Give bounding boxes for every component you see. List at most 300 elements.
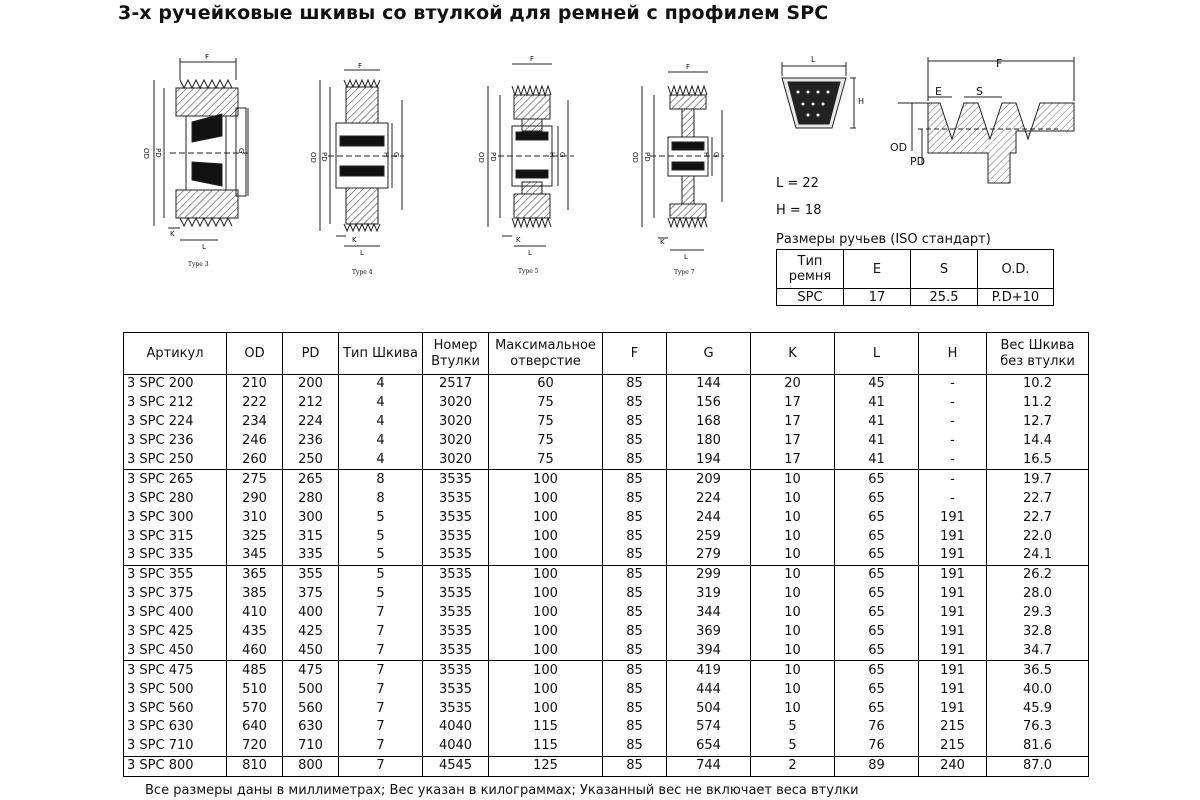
table-cell: 3535 <box>423 470 489 489</box>
table-cell: 444 <box>667 680 751 699</box>
table-cell: 375 <box>283 585 339 604</box>
table-cell: 290 <box>227 489 283 508</box>
table-row <box>124 623 1089 642</box>
table-cell: 168 <box>667 413 751 432</box>
table-cell: 3 SPC 250 <box>124 451 227 470</box>
table-cell: 11.2 <box>987 394 1089 413</box>
table-cell: 76.3 <box>987 718 1089 737</box>
table-cell: 3 SPC 224 <box>124 413 227 432</box>
dim-f: F <box>686 63 691 71</box>
groove-header-cell: O.D. <box>978 250 1054 289</box>
table-cell: 100 <box>489 661 603 680</box>
table-cell: 65 <box>835 699 919 718</box>
table-cell: 450 <box>283 641 339 660</box>
table-cell: 3 SPC 212 <box>124 394 227 413</box>
dim-od: OD <box>309 152 317 163</box>
table-cell: 7 <box>339 737 423 756</box>
pulley-type7-drawing <box>624 50 734 280</box>
table-cell: 4 <box>339 432 423 451</box>
table-cell: 191 <box>919 623 987 642</box>
table-cell: 250 <box>283 451 339 470</box>
table-cell: 17 <box>751 394 835 413</box>
dim-l: L <box>360 249 364 257</box>
table-cell: 510 <box>227 680 283 699</box>
table-cell: 260 <box>227 451 283 470</box>
table-cell: 3535 <box>423 699 489 718</box>
table-cell: 85 <box>603 699 667 718</box>
table-cell: 65 <box>835 527 919 546</box>
dim-h: H <box>858 97 865 106</box>
table-cell: 475 <box>283 661 339 680</box>
table-cell: 85 <box>603 661 667 680</box>
groove-cell: P.D+10 <box>978 289 1054 306</box>
table-cell: 8 <box>339 470 423 489</box>
table-cell: 85 <box>603 489 667 508</box>
dim-h: H <box>548 152 556 158</box>
table-cell: - <box>919 413 987 432</box>
table-cell: 3535 <box>423 508 489 527</box>
table-header-cell: G <box>667 333 751 375</box>
table-cell: 3535 <box>423 623 489 642</box>
table-cell: 800 <box>283 756 339 776</box>
table-cell: 87.0 <box>987 756 1089 776</box>
belt-h-value: H = 18 <box>776 203 822 218</box>
dim-l: L <box>684 253 688 261</box>
table-cell: 85 <box>603 432 667 451</box>
table-cell: 10 <box>751 585 835 604</box>
dim-l: L <box>202 243 206 251</box>
table-cell: 85 <box>603 413 667 432</box>
table-row <box>124 489 1089 508</box>
table-cell: 4 <box>339 394 423 413</box>
dim-od: OD <box>142 148 150 159</box>
table-row <box>124 470 1089 489</box>
table-cell: 224 <box>667 489 751 508</box>
type-caption: Type 3 <box>188 261 209 268</box>
table-cell: 10 <box>751 508 835 527</box>
dim-g: G <box>558 152 566 158</box>
table-header-cell: OD <box>227 333 283 375</box>
table-cell: 3 SPC 425 <box>124 623 227 642</box>
table-row <box>124 756 1089 776</box>
table-cell: 76 <box>835 718 919 737</box>
table-cell: 65 <box>835 508 919 527</box>
table-cell: 385 <box>227 585 283 604</box>
table-cell: 191 <box>919 680 987 699</box>
table-cell: 365 <box>227 565 283 584</box>
table-cell: 5 <box>339 527 423 546</box>
table-cell: 10.2 <box>987 375 1089 394</box>
dim-h: H <box>382 152 390 158</box>
table-cell: 85 <box>603 604 667 623</box>
table-cell: 3 SPC 400 <box>124 604 227 623</box>
table-cell: 65 <box>835 470 919 489</box>
table-cell: 210 <box>227 375 283 394</box>
table-row <box>124 394 1089 413</box>
dim-g: G <box>712 152 720 158</box>
table-cell: 194 <box>667 451 751 470</box>
table-cell: 17 <box>751 432 835 451</box>
table-cell: 100 <box>489 699 603 718</box>
pulley-type3-drawing <box>140 50 260 270</box>
table-cell: 720 <box>227 737 283 756</box>
table-cell: 41 <box>835 451 919 470</box>
table-cell: 41 <box>835 432 919 451</box>
table-cell: 125 <box>489 756 603 776</box>
table-cell: 3535 <box>423 641 489 660</box>
table-cell: 3535 <box>423 565 489 584</box>
belt-profile-drawing <box>770 52 870 142</box>
table-cell: 500 <box>283 680 339 699</box>
pulley-type4-drawing <box>308 60 418 280</box>
table-cell: 345 <box>227 546 283 565</box>
table-cell: 75 <box>489 394 603 413</box>
table-cell: 4 <box>339 413 423 432</box>
table-cell: 810 <box>227 756 283 776</box>
table-cell: 504 <box>667 699 751 718</box>
table-cell: 85 <box>603 394 667 413</box>
dim-pd: PD <box>320 152 328 162</box>
dim-f: F <box>205 53 210 61</box>
table-cell: 394 <box>667 641 751 660</box>
table-cell: 236 <box>283 432 339 451</box>
groove-cell: 17 <box>844 289 911 306</box>
table-cell: 22.0 <box>987 527 1089 546</box>
table-cell: 3 SPC 800 <box>124 756 227 776</box>
table-row <box>124 432 1089 451</box>
table-cell: 4545 <box>423 756 489 776</box>
table-cell: 65 <box>835 489 919 508</box>
table-cell: 36.5 <box>987 661 1089 680</box>
dim-k: K <box>660 238 665 246</box>
dim-s: S <box>976 85 983 98</box>
type-caption: Type 7 <box>674 269 695 276</box>
table-cell: 3535 <box>423 680 489 699</box>
dim-l: L <box>811 55 816 64</box>
dim-f: F <box>358 62 363 70</box>
type-caption: Type 5 <box>518 268 539 275</box>
table-cell: 3020 <box>423 432 489 451</box>
table-cell: 115 <box>489 737 603 756</box>
table-header-cell: Тип Шкива <box>339 333 423 375</box>
dim-pd: PD <box>154 148 162 158</box>
table-row <box>124 546 1089 565</box>
groove-cell: 25.5 <box>911 289 978 306</box>
table-cell: 3 SPC 375 <box>124 585 227 604</box>
table-cell: 100 <box>489 508 603 527</box>
table-cell: 45.9 <box>987 699 1089 718</box>
table-row <box>124 508 1089 527</box>
table-cell: 410 <box>227 604 283 623</box>
table-cell: 4 <box>339 451 423 470</box>
table-cell: 85 <box>603 680 667 699</box>
table-cell: 45 <box>835 375 919 394</box>
table-cell: 32.8 <box>987 623 1089 642</box>
table-cell: 744 <box>667 756 751 776</box>
table-header-cell: L <box>835 333 919 375</box>
table-cell: 85 <box>603 565 667 584</box>
table-cell: 65 <box>835 565 919 584</box>
pulley-spec-table <box>123 332 1089 777</box>
dim-od: OD <box>477 152 485 163</box>
table-cell: 4040 <box>423 718 489 737</box>
table-cell: 640 <box>227 718 283 737</box>
dim-g: G <box>237 148 245 154</box>
table-row <box>124 680 1089 699</box>
table-cell: 22.7 <box>987 508 1089 527</box>
table-cell: 10 <box>751 546 835 565</box>
table-cell: 5 <box>751 718 835 737</box>
table-cell: 10 <box>751 604 835 623</box>
table-cell: 299 <box>667 565 751 584</box>
table-header-cell: Максимальное отверстие <box>489 333 603 375</box>
table-cell: 81.6 <box>987 737 1089 756</box>
table-cell: 191 <box>919 661 987 680</box>
table-row <box>124 737 1089 756</box>
groove-table-caption: Размеры ручьев (ISO стандарт) <box>776 232 991 247</box>
groove-header-cell: Тип ремня <box>777 250 844 289</box>
dim-od: OD <box>890 141 908 154</box>
table-cell: 10 <box>751 623 835 642</box>
table-header-cell: Номер Втулки <box>423 333 489 375</box>
pulley-type5-drawing <box>478 50 588 280</box>
table-cell: 5 <box>339 546 423 565</box>
table-cell: 41 <box>835 413 919 432</box>
table-cell: 85 <box>603 527 667 546</box>
table-cell: 460 <box>227 641 283 660</box>
table-cell: 14.4 <box>987 432 1089 451</box>
table-cell: 75 <box>489 451 603 470</box>
table-row <box>124 451 1089 470</box>
table-cell: 7 <box>339 661 423 680</box>
table-cell: 85 <box>603 470 667 489</box>
table-cell: 65 <box>835 661 919 680</box>
table-cell: 65 <box>835 680 919 699</box>
table-cell: 400 <box>283 604 339 623</box>
table-cell: - <box>919 451 987 470</box>
table-cell: 10 <box>751 489 835 508</box>
table-cell: 85 <box>603 718 667 737</box>
table-cell: 10 <box>751 680 835 699</box>
table-cell: 41 <box>835 394 919 413</box>
table-cell: 85 <box>603 623 667 642</box>
table-cell: 7 <box>339 641 423 660</box>
table-row <box>124 604 1089 623</box>
table-cell: 191 <box>919 565 987 584</box>
table-cell: 65 <box>835 585 919 604</box>
table-cell: 710 <box>283 737 339 756</box>
table-cell: 191 <box>919 641 987 660</box>
table-cell: 10 <box>751 470 835 489</box>
table-cell: 3020 <box>423 451 489 470</box>
dim-pd: PD <box>910 155 926 168</box>
table-cell: 574 <box>667 718 751 737</box>
table-cell: 7 <box>339 680 423 699</box>
table-cell: 191 <box>919 546 987 565</box>
table-cell: 570 <box>227 699 283 718</box>
table-cell: 435 <box>227 623 283 642</box>
table-cell: 100 <box>489 565 603 584</box>
table-cell: 156 <box>667 394 751 413</box>
table-cell: 4 <box>339 375 423 394</box>
table-cell: 279 <box>667 546 751 565</box>
table-cell: 3535 <box>423 604 489 623</box>
table-cell: 85 <box>603 451 667 470</box>
table-row <box>124 565 1089 584</box>
table-cell: 3 SPC 475 <box>124 661 227 680</box>
table-cell: 2517 <box>423 375 489 394</box>
type-caption: Type 4 <box>352 269 373 276</box>
table-cell: 3 SPC 500 <box>124 680 227 699</box>
table-cell: 3 SPC 710 <box>124 737 227 756</box>
table-row <box>124 661 1089 680</box>
table-cell: 100 <box>489 527 603 546</box>
table-cell: 234 <box>227 413 283 432</box>
table-header-cell: H <box>919 333 987 375</box>
table-cell: 24.1 <box>987 546 1089 565</box>
table-row <box>124 527 1089 546</box>
table-cell: 100 <box>489 604 603 623</box>
table-cell: 325 <box>227 527 283 546</box>
table-row <box>124 699 1089 718</box>
table-header-cell: PD <box>283 333 339 375</box>
table-cell: 85 <box>603 585 667 604</box>
table-cell: 10 <box>751 661 835 680</box>
table-cell: 100 <box>489 470 603 489</box>
table-cell: 315 <box>283 527 339 546</box>
table-cell: 319 <box>667 585 751 604</box>
table-cell: 65 <box>835 641 919 660</box>
table-cell: 85 <box>603 508 667 527</box>
table-cell: 3 SPC 280 <box>124 489 227 508</box>
table-cell: 3020 <box>423 413 489 432</box>
groove-table-header <box>777 250 1054 289</box>
table-cell: 485 <box>227 661 283 680</box>
table-row <box>124 413 1089 432</box>
table-cell: 355 <box>283 565 339 584</box>
table-cell: 244 <box>667 508 751 527</box>
table-cell: 3535 <box>423 546 489 565</box>
table-cell: 191 <box>919 604 987 623</box>
dim-l: L <box>528 249 532 257</box>
table-cell: 85 <box>603 546 667 565</box>
table-cell: 5 <box>751 737 835 756</box>
table-cell: 85 <box>603 375 667 394</box>
table-cell: 26.2 <box>987 565 1089 584</box>
table-cell: 29.3 <box>987 604 1089 623</box>
table-cell: 100 <box>489 680 603 699</box>
table-cell: 3 SPC 630 <box>124 718 227 737</box>
table-cell: 3 SPC 300 <box>124 508 227 527</box>
table-cell: 224 <box>283 413 339 432</box>
table-cell: 10 <box>751 699 835 718</box>
table-header-cell: Артикул <box>124 333 227 375</box>
table-cell: 28.0 <box>987 585 1089 604</box>
table-cell: 3 SPC 560 <box>124 699 227 718</box>
dim-e: E <box>935 85 942 98</box>
dim-g: G <box>392 152 400 158</box>
table-cell: 17 <box>751 413 835 432</box>
table-cell: 630 <box>283 718 339 737</box>
table-cell: 2 <box>751 756 835 776</box>
table-cell: - <box>919 470 987 489</box>
page-title: 3-х ручейковые шкивы со втулкой для ремней с профилем SPC <box>118 2 829 24</box>
dim-od: OD <box>631 152 639 163</box>
table-cell: 3020 <box>423 394 489 413</box>
dim-h: H <box>702 152 710 158</box>
table-cell: 85 <box>603 641 667 660</box>
table-cell: 7 <box>339 699 423 718</box>
table-cell: 191 <box>919 699 987 718</box>
footnote: Все размеры даны в миллиметрах; Вес указан в килограммах; Указанный вес не включает веса втулки <box>145 783 859 798</box>
table-header-cell: Вес Шкива без втулки <box>987 333 1089 375</box>
table-cell: - <box>919 489 987 508</box>
table-cell: 65 <box>835 604 919 623</box>
dim-k: K <box>516 236 521 244</box>
table-cell: 10 <box>751 565 835 584</box>
table-cell: 17 <box>751 451 835 470</box>
table-cell: 191 <box>919 527 987 546</box>
table-cell: 3 SPC 450 <box>124 641 227 660</box>
table-cell: 65 <box>835 546 919 565</box>
table-cell: - <box>919 394 987 413</box>
table-cell: 75 <box>489 432 603 451</box>
groove-header-cell: S <box>911 250 978 289</box>
table-cell: 144 <box>667 375 751 394</box>
table-cell: 19.7 <box>987 470 1089 489</box>
table-cell: 300 <box>283 508 339 527</box>
table-header-cell: F <box>603 333 667 375</box>
table-cell: 246 <box>227 432 283 451</box>
table-header-row <box>124 333 1089 375</box>
table-cell: - <box>919 432 987 451</box>
table-cell: 20 <box>751 375 835 394</box>
table-cell: 7 <box>339 756 423 776</box>
dim-k: K <box>352 236 357 244</box>
table-cell: 100 <box>489 546 603 565</box>
table-cell: 200 <box>283 375 339 394</box>
table-cell: 85 <box>603 737 667 756</box>
table-cell: 209 <box>667 470 751 489</box>
table-cell: 335 <box>283 546 339 565</box>
table-cell: 100 <box>489 489 603 508</box>
table-cell: 3 SPC 335 <box>124 546 227 565</box>
table-cell: 3535 <box>423 585 489 604</box>
table-cell: 275 <box>227 470 283 489</box>
dim-pd: PD <box>643 152 651 162</box>
table-cell: 259 <box>667 527 751 546</box>
table-cell: 3 SPC 265 <box>124 470 227 489</box>
table-cell: 215 <box>919 737 987 756</box>
table-cell: 12.7 <box>987 413 1089 432</box>
table-cell: 3535 <box>423 661 489 680</box>
table-cell: 425 <box>283 623 339 642</box>
table-cell: 265 <box>283 470 339 489</box>
table-cell: 7 <box>339 604 423 623</box>
table-header-cell: K <box>751 333 835 375</box>
table-cell: 76 <box>835 737 919 756</box>
table-cell: 75 <box>489 413 603 432</box>
table-cell: 89 <box>835 756 919 776</box>
dim-pd: PD <box>489 152 497 162</box>
table-row <box>124 585 1089 604</box>
table-cell: 22.7 <box>987 489 1089 508</box>
table-cell: 4040 <box>423 737 489 756</box>
table-cell: 310 <box>227 508 283 527</box>
table-cell: 8 <box>339 489 423 508</box>
table-cell: 16.5 <box>987 451 1089 470</box>
table-cell: 5 <box>339 585 423 604</box>
